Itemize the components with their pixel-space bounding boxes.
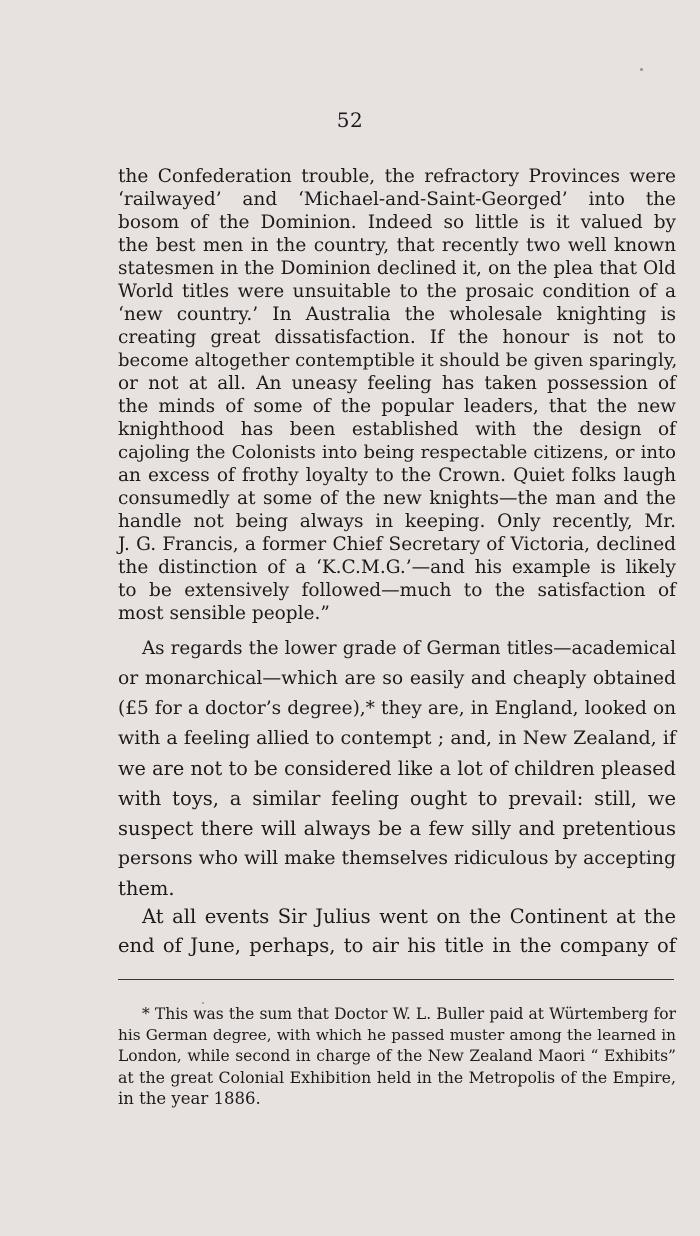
- text-line: consumedly at some of the new knights—the man and the: [118, 488, 676, 509]
- text-line: with toys, a similar feeling ought to prevail: still, we: [118, 787, 676, 810]
- footnote-line: in the year 1886.: [118, 1089, 261, 1108]
- paper-speck: [202, 1002, 204, 1004]
- text-line: or monarchical—which are so easily and cheaply obtained: [118, 668, 676, 689]
- text-line: become altogether contemptible it should be given sparingly,: [118, 350, 678, 371]
- text-line: the minds of some of the popular leaders, that the new: [118, 396, 676, 417]
- footnote-line: London, while second in charge of the New Zealand Maori “ Exhibits”: [118, 1047, 676, 1065]
- text-line: ‘railwayed’ and ‘Michael-and-Saint-Georged’ into the: [118, 189, 676, 210]
- text-line: persons who will make themselves ridiculous by accepting: [118, 848, 676, 869]
- text-line: (£5 for a doctor’s degree),* they are, in England, looked on: [118, 698, 676, 719]
- text-line: cajoling the Colonists into being respectable citizens, or into: [118, 442, 676, 463]
- footnote-line: at the great Colonial Exhibition held in the Metropolis of the Empire,: [118, 1068, 676, 1087]
- text-line: J. G. Francis, a former Chief Secretary of Victoria, declined: [118, 534, 676, 555]
- text-line: As regards the lower grade of German titles—academical: [142, 638, 676, 659]
- text-line: an excess of frothy loyalty to the Crown. Quiet folks laugh: [118, 465, 676, 486]
- text-line: the distinction of a ‘K.C.M.G.’—and his example is likely: [118, 557, 676, 578]
- text-line: end of June, perhaps, to air his title in the company of: [118, 934, 676, 957]
- text-line: suspect there will always be a few silly and pretentious: [118, 817, 676, 840]
- text-line: or not at all. An uneasy feeling has taken possession of: [118, 373, 676, 394]
- text-line: them.: [118, 877, 175, 900]
- text-line: knighthood has been established with the design of: [118, 419, 676, 440]
- text-line: World titles were unsuitable to the prosaic condition of a: [118, 281, 676, 302]
- text-line: bosom of the Dominion. Indeed so little is it valued by: [118, 212, 676, 233]
- text-line: most sensible people.”: [118, 603, 330, 624]
- text-line: we are not to be considered like a lot of children pleased: [118, 757, 676, 780]
- footnote-line: * This was the sum that Doctor W. L. Buller paid at Würtemberg for: [142, 1005, 676, 1023]
- footnote-line: his German degree, with which he passed muster among the learned in: [118, 1026, 676, 1044]
- text-line: the Confederation trouble, the refractory Provinces were: [118, 166, 676, 187]
- text-line: to be extensively followed—much to the satisfaction of: [118, 580, 676, 601]
- text-line: statesmen in the Dominion declined it, on the plea that Old: [118, 258, 676, 279]
- footnote-rule: [118, 979, 674, 980]
- text-line: the best men in the country, that recently two well known: [118, 235, 676, 256]
- text-line: ‘new country.’ In Australia the wholesale knighting is: [118, 304, 676, 325]
- text-line: creating great dissatisfaction. If the honour is not to: [118, 327, 676, 348]
- paper-speck: [640, 68, 643, 71]
- text-line: with a feeling allied to contempt ; and, in New Zealand, if: [118, 727, 676, 749]
- text-line: handle not being always in keeping. Only recently, Mr.: [118, 511, 676, 532]
- text-line: At all events Sir Julius went on the Continent at the: [142, 905, 676, 928]
- page-number: 52: [336, 108, 364, 132]
